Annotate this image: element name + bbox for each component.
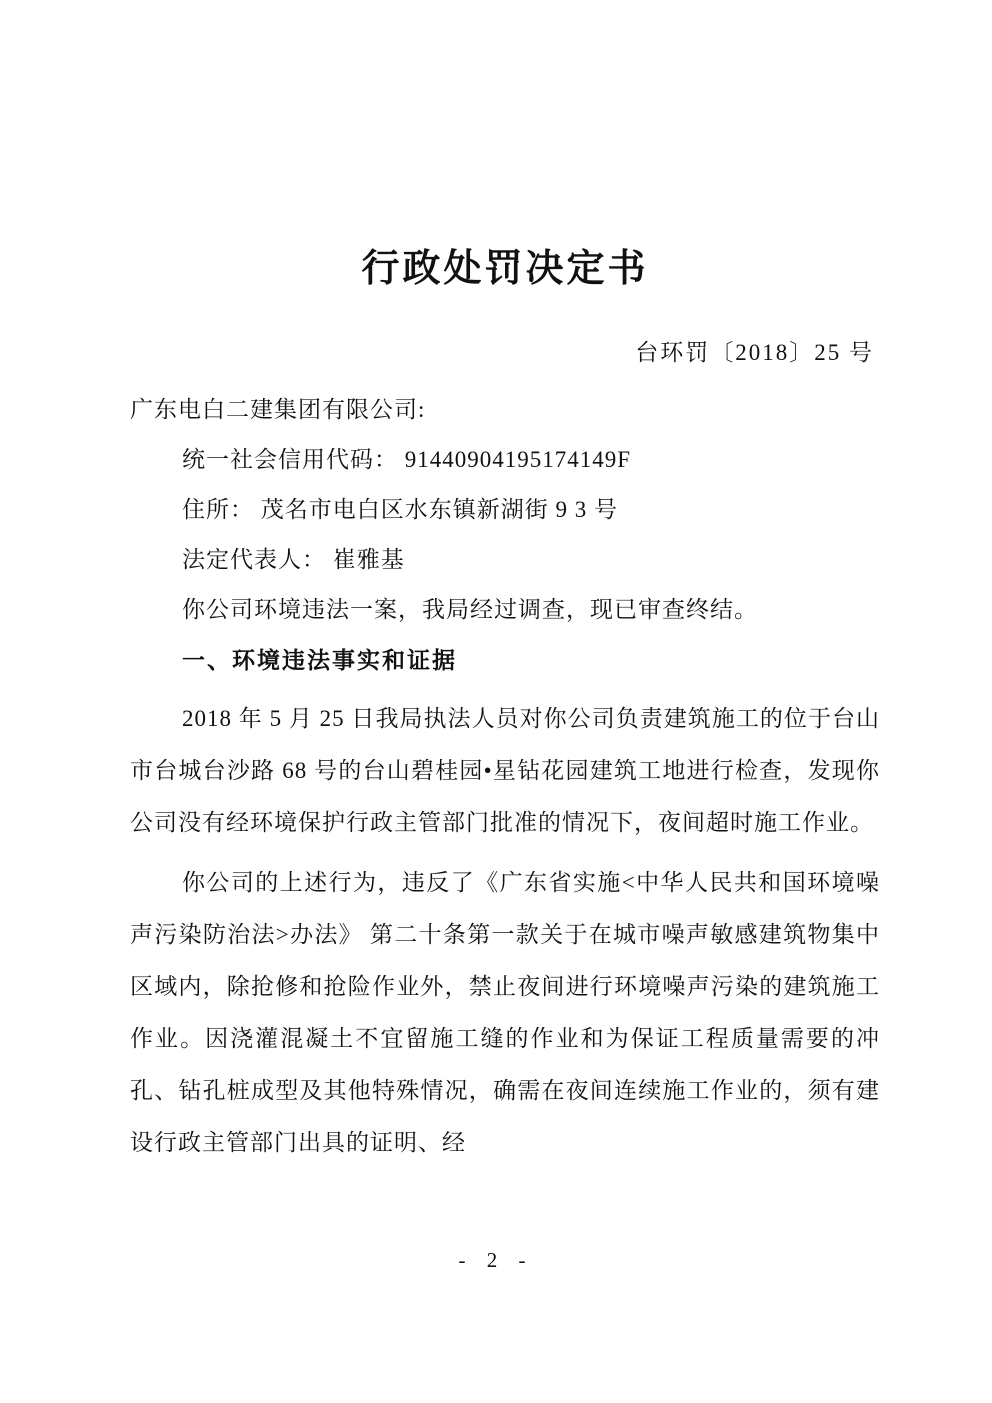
- document-body: [130, 385, 880, 1169]
- paragraph-legal-basis: 你公司的上述行为，违反了《广东省实施<中华人民共和国环境噪声污染防治法>办法》 第二十条第一款关于在城市噪声敏感建筑物集中区域内，除抢修和抢险作业外，禁止夜间进行环境噪声污染的建筑施工作业。因浇灌混凝土不宜留施工缝的作业和为保证工程质量需要的冲孔、钻孔桩成型及其他特殊情况，确需在夜间连续施工作业的，须有建设行政主管部门出具的证明、经: [130, 870, 880, 1155]
- paragraph-inspection-findings: 2018 年 5 月 25 日我局执法人员对你公司负责建筑施工的位于台山市台城台沙路 68 号的台山碧桂园•星钻花园建筑工地进行检查，发现你公司没有经环境保护行政主管部门批准的情况下，夜间超时施工作业。: [130, 706, 880, 835]
- document-title: 行政处罚决定书: [361, 248, 649, 290]
- case-status-line: 你公司环境违法一案，我局经过调查，现已审查终结。: [182, 597, 758, 622]
- section-heading-facts-and-evidence: 一、环境违法事实和证据: [182, 647, 457, 673]
- document-number: 台环罚〔2018〕25 号: [635, 340, 874, 365]
- recipient-line: 广东电白二建集团有限公司:: [130, 397, 426, 422]
- credit-code-line: 统一社会信用代码： 91440904195174149F: [182, 447, 632, 472]
- legal-representative-line: 法定代表人： 崔雅基: [182, 547, 405, 572]
- address-line: 住所： 茂名市电白区水东镇新湖街 9 3 号: [182, 497, 618, 522]
- page-number: - 2 -: [458, 1248, 534, 1272]
- document-content: [130, 0, 880, 1169]
